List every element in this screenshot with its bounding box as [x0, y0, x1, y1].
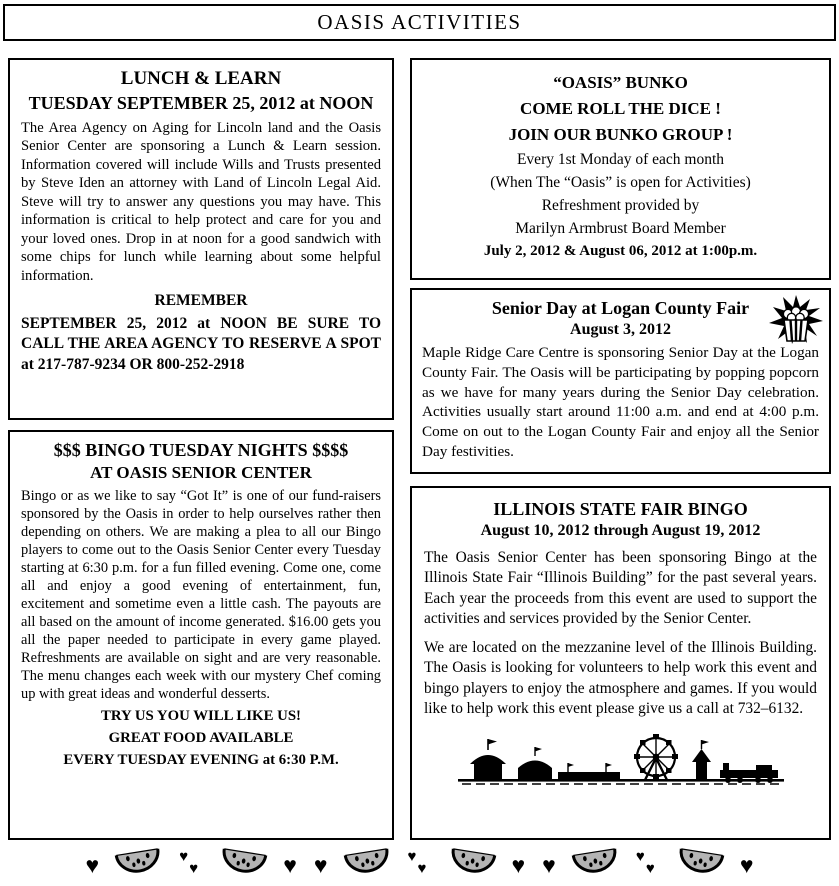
bingo-box — [8, 430, 394, 840]
bingo-title: $$$ BINGO TUESDAY NIGHTS $$$$ — [53, 440, 349, 460]
bunko-line-2: JOIN OUR BUNKO GROUP ! — [508, 125, 733, 144]
watermelon-icon — [114, 846, 164, 885]
senior-day-date: August 3, 2012 — [570, 321, 671, 338]
popcorn-icon — [769, 295, 823, 350]
bunko-line-7: July 2, 2012 & August 06, 2012 at 1:00p.m. — [483, 243, 758, 259]
watermelon-icon — [218, 846, 268, 885]
double-heart-icon: ♥ ♥ — [407, 849, 427, 877]
lunch-learn-subtitle: TUESDAY SEPTEMBER 25, 2012 at NOON — [28, 93, 374, 113]
bunko-line-3: Every 1st Monday of each month — [516, 151, 725, 168]
watermelon-icon — [571, 846, 621, 885]
heart-icon: ♥ — [739, 852, 754, 878]
heart-icon: ♥ — [85, 852, 100, 878]
remember-body: SEPTEMBER 25, 2012 at NOON BE SURE TO CALL THE AREA AGENCY TO RESERVE A SPOT at 217-787-9234 OR 800-252-2918 — [21, 315, 381, 373]
watermelon-icon — [675, 846, 725, 885]
state-fair-box — [410, 486, 831, 840]
bingo-line-1: TRY US YOU WILL LIKE US! — [101, 708, 301, 724]
watermelon-icon — [342, 846, 392, 885]
lunch-learn-title: LUNCH & LEARN — [120, 68, 282, 89]
bunko-line-1: COME ROLL THE DICE ! — [520, 99, 721, 118]
watermelon-icon — [446, 846, 496, 885]
lunch-learn-box — [8, 58, 394, 420]
senior-day-body: Maple Ridge Care Centre is sponsoring Senior Day at the Logan County Fair. The Oasis will be participating by popping popcorn as we have for many years during the Senior Day celebration. Activities usually start around 11:00 a.m. and end at 4:00 p.m. Come on out to the Logan County Fair and enjoy all the Senior Day festivities. — [422, 344, 819, 460]
state-fair-body-2: We are located on the mezzanine level of the Illinois Building. The Oasis is looking for volunteers to help work this event and bingo players to enjoy the atmosphere and games. If you would like to help work this event please give us a call at 732–6132. — [424, 638, 817, 718]
state-fair-date: August 10, 2012 through August 19, 2012 — [480, 522, 761, 539]
bunko-title: “OASIS” BUNKO — [553, 73, 688, 92]
heart-icon: ♥ — [283, 852, 297, 878]
bunko-line-5: Refreshment provided by — [541, 197, 700, 214]
remember-heading: REMEMBER — [154, 292, 248, 310]
page-title: OASIS ACTIVITIES — [317, 10, 522, 34]
bingo-body: Bingo or as we like to say “Got It” is one of our fund-raisers sponsored by the Oasis in order to help ourselves rather then depending on others. We are making a plea to all our Bingo players to come out to the Oasis Senior Center every Tuesday starting at 6:30 p.m. for a fun filled evening. Come one, come all and enjoy a good evening of entertainment, fun, excitement and sometime even a little cash. The payouts are all based on the amount of income generated. $16.00 gets you all the paper needed to participate in every game played. Refreshments are available on sight and are very reasonable. The menu changes each week with our mystery Chef coming up with great ideas and wonderful desserts. — [21, 488, 381, 702]
double-heart-icon: ♥ ♥ — [179, 849, 199, 877]
bunko-box — [410, 58, 831, 280]
heart-icon: ♥ — [511, 852, 526, 878]
bingo-line-2: GREAT FOOD AVAILABLE — [108, 730, 294, 746]
double-heart-icon: ♥ ♥ — [635, 849, 655, 877]
fairground-skyline-icon — [424, 728, 817, 791]
footer-border — [0, 845, 839, 885]
lunch-learn-body: The Area Agency on Aging for Lincoln land and the Oasis Senior Center are sponsoring a Lunch & Learn session. Information covered will include Wills and Trusts presented by Steve Iden an attorney with Land of Lincoln Legal Aid. Steve will try to answer any questions you may have. This information is critical to help protect and care for you and your loved ones. Drop in at noon for a good sandwich with some chips for lunch while learning about some helpful information. — [21, 119, 381, 284]
senior-day-box — [410, 288, 831, 474]
state-fair-title: ILLINOIS STATE FAIR BINGO — [493, 499, 748, 519]
bunko-line-6: Marilyn Armbrust Board Member — [515, 220, 726, 237]
bingo-subtitle: AT OASIS SENIOR CENTER — [90, 463, 312, 482]
header-box — [3, 4, 836, 41]
heart-icon: ♥ — [542, 852, 556, 878]
bunko-line-4: (When The “Oasis” is open for Activities) — [490, 174, 751, 191]
senior-day-title: Senior Day at Logan County Fair — [491, 298, 750, 318]
state-fair-body-1: The Oasis Senior Center has been sponsoring Bingo at the Illinois State Fair “Illinois Building” for the past several years. Each year the proceeds from this event are used to support the activities and services provided by the Senior Center. — [424, 549, 817, 628]
heart-icon: ♥ — [313, 852, 328, 878]
bingo-line-3: EVERY TUESDAY EVENING at 6:30 P.M. — [63, 752, 339, 768]
